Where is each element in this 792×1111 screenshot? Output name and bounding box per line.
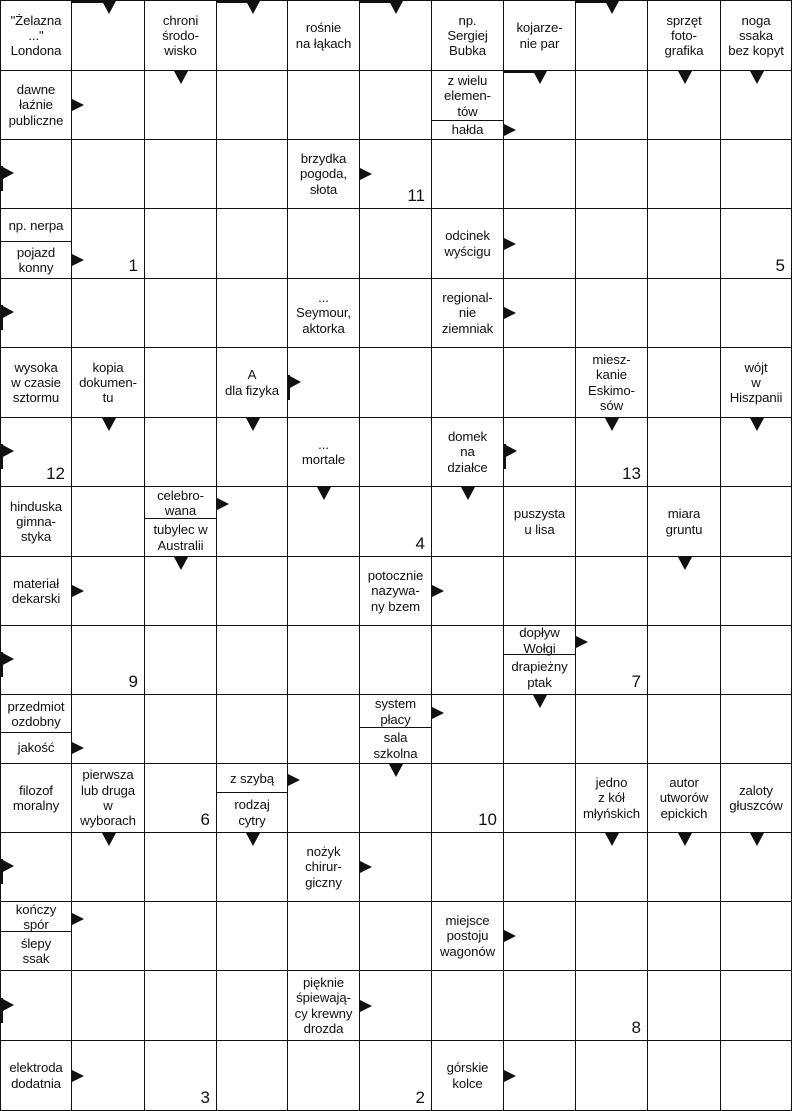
clue-cell — [288, 418, 360, 487]
answer-cell[interactable] — [0, 140, 72, 209]
solution-number: 6 — [200, 810, 210, 829]
clue-cell — [145, 0, 217, 71]
clue-text: drapieżny ptak — [504, 654, 575, 694]
clue-text: materiał dekarski — [11, 575, 61, 606]
arrow-right-icon — [72, 99, 84, 111]
clue-text: ... Seymour, aktorka — [296, 290, 351, 336]
arrow-right-icon — [217, 498, 229, 510]
answer-cell[interactable] — [217, 71, 288, 140]
clue-text: zaloty głuszców — [729, 782, 783, 813]
clue-cell — [0, 695, 72, 764]
answer-cell[interactable] — [72, 557, 145, 626]
clue-text: brzydka pogoda, słota — [300, 151, 347, 197]
answer-cell[interactable] — [145, 764, 217, 833]
answer-cell[interactable] — [721, 279, 792, 348]
answer-cell[interactable] — [432, 626, 504, 695]
answer-cell[interactable] — [504, 902, 576, 971]
answer-cell[interactable] — [72, 833, 145, 902]
clue-cell — [360, 557, 432, 626]
clue-text: puszysta u lisa — [513, 506, 566, 537]
arrow-right-icon — [504, 238, 516, 250]
answer-cell[interactable] — [72, 487, 145, 557]
clue-cell — [0, 487, 72, 557]
solution-number: 5 — [775, 256, 785, 275]
answer-cell[interactable] — [0, 279, 72, 348]
answer-cell[interactable] — [648, 209, 721, 279]
clue-text: z szybą — [229, 770, 274, 786]
answer-cell[interactable] — [288, 695, 360, 764]
answer-cell[interactable] — [72, 0, 145, 71]
clue-text: A dla fizyka — [225, 367, 279, 398]
clue-text: jedno z kół młyńskich — [583, 775, 640, 821]
answer-cell[interactable] — [721, 695, 792, 764]
clue-text: kończy spór — [15, 901, 57, 932]
answer-cell[interactable] — [648, 902, 721, 971]
clue-cell — [432, 418, 504, 487]
answer-cell[interactable] — [72, 1041, 145, 1111]
answer-cell[interactable] — [288, 348, 360, 418]
answer-cell[interactable] — [145, 971, 217, 1041]
clue-text: przedmiot ozdobny — [7, 698, 65, 729]
answer-cell[interactable] — [504, 140, 576, 209]
answer-cell[interactable] — [432, 348, 504, 418]
clue-cell — [0, 557, 72, 626]
clue-cell — [504, 626, 576, 695]
answer-cell[interactable] — [576, 279, 648, 348]
answer-cell[interactable] — [360, 279, 432, 348]
answer-cell[interactable] — [576, 71, 648, 140]
answer-cell[interactable] — [504, 971, 576, 1041]
arrow-down-icon — [389, 764, 403, 777]
clue-text: domek na działce — [447, 429, 488, 475]
arrow-right-icon — [72, 1070, 84, 1082]
answer-cell[interactable] — [504, 348, 576, 418]
clue-cell — [432, 71, 504, 140]
answer-cell[interactable] — [72, 971, 145, 1041]
clue-cell — [0, 1041, 72, 1111]
answer-cell[interactable] — [288, 487, 360, 557]
answer-cell[interactable] — [217, 279, 288, 348]
answer-cell[interactable] — [72, 418, 145, 487]
clue-cell — [217, 348, 288, 418]
clue-text: np. nerpa — [8, 217, 64, 233]
clue-cell — [432, 209, 504, 279]
answer-cell[interactable] — [360, 764, 432, 833]
answer-cell[interactable] — [360, 902, 432, 971]
answer-cell[interactable] — [145, 279, 217, 348]
bent-arrow-right-icon — [504, 418, 518, 487]
answer-cell[interactable] — [217, 833, 288, 902]
arrow-right-icon — [72, 913, 84, 925]
arrow-right-icon — [504, 930, 516, 942]
clue-text: potocznie nazywa- ny bzem — [367, 568, 424, 614]
clue-cell — [432, 902, 504, 971]
answer-cell[interactable] — [360, 487, 432, 557]
clue-cell — [648, 487, 721, 557]
clue-text: autor utworów epickich — [659, 775, 709, 821]
answer-cell[interactable] — [576, 626, 648, 695]
bent-arrow-down-icon — [72, 1, 145, 15]
bent-arrow-right-icon — [1, 279, 15, 348]
clue-text: hinduska gimna- styka — [10, 498, 62, 545]
answer-cell[interactable] — [145, 209, 217, 279]
answer-cell[interactable] — [721, 971, 792, 1041]
clue-text: np. Sergiej Bubka — [447, 12, 488, 59]
answer-cell[interactable] — [288, 902, 360, 971]
answer-cell[interactable] — [145, 1041, 217, 1111]
answer-cell[interactable] — [648, 418, 721, 487]
answer-cell[interactable] — [721, 626, 792, 695]
answer-cell[interactable] — [576, 418, 648, 487]
answer-cell[interactable] — [360, 418, 432, 487]
clue-cell — [360, 695, 432, 764]
arrow-down-icon — [678, 833, 692, 846]
answer-cell[interactable] — [576, 971, 648, 1041]
answer-cell[interactable] — [360, 71, 432, 140]
answer-cell[interactable] — [576, 209, 648, 279]
clue-text: regional- nie ziemniak — [441, 290, 494, 336]
answer-cell[interactable] — [0, 626, 72, 695]
answer-cell[interactable] — [360, 833, 432, 902]
arrow-right-icon — [504, 124, 516, 136]
clue-text: chroni środo- wisko — [162, 12, 199, 59]
answer-cell[interactable] — [217, 557, 288, 626]
bent-arrow-down-icon — [576, 1, 648, 15]
answer-cell[interactable] — [721, 557, 792, 626]
arrow-down-icon — [461, 487, 475, 500]
answer-cell[interactable] — [576, 833, 648, 902]
answer-cell[interactable] — [288, 557, 360, 626]
solution-number: 1 — [128, 256, 138, 275]
bent-arrow-down-icon — [504, 71, 576, 85]
arrow-down-icon — [102, 418, 116, 431]
answer-cell[interactable] — [432, 557, 504, 626]
clue-text: z wielu elemen- tów — [444, 73, 491, 119]
clue-cell — [0, 902, 72, 971]
answer-cell[interactable] — [721, 1041, 792, 1111]
clue-cell — [648, 764, 721, 833]
answer-cell[interactable] — [721, 418, 792, 487]
bent-arrow-right-icon — [1, 418, 15, 487]
solution-number: 8 — [631, 1018, 641, 1037]
clue-text: miejsce postoju wagonów — [439, 913, 496, 959]
answer-cell[interactable] — [145, 902, 217, 971]
answer-cell[interactable] — [432, 971, 504, 1041]
answer-cell[interactable] — [721, 833, 792, 902]
answer-cell[interactable] — [217, 695, 288, 764]
answer-cell[interactable] — [360, 209, 432, 279]
arrow-down-icon — [174, 557, 188, 570]
bent-arrow-right-icon — [1, 971, 15, 1041]
arrow-down-icon — [605, 833, 619, 846]
clue-text: dawne łaźnie publiczne — [8, 82, 64, 128]
clue-text: odcinek wyścigu — [444, 228, 491, 259]
answer-cell[interactable] — [721, 71, 792, 140]
answer-cell[interactable] — [72, 140, 145, 209]
answer-cell[interactable] — [360, 626, 432, 695]
clue-text: tubylec w Australii — [145, 518, 216, 556]
bent-arrow-right-icon — [288, 348, 302, 418]
answer-cell[interactable] — [648, 833, 721, 902]
clue-text: pierwsza lub druga w wyborach — [80, 767, 136, 829]
answer-cell[interactable] — [648, 71, 721, 140]
arrow-right-icon — [72, 254, 84, 266]
answer-cell[interactable] — [721, 209, 792, 279]
arrow-down-icon — [533, 695, 547, 708]
clue-text: miara gruntu — [665, 506, 703, 537]
arrow-down-icon — [750, 833, 764, 846]
answer-cell[interactable] — [0, 418, 72, 487]
clue-cell — [432, 1041, 504, 1111]
answer-cell[interactable] — [217, 902, 288, 971]
clue-text: wysoka w czasie sztormu — [11, 359, 61, 406]
answer-cell[interactable] — [504, 557, 576, 626]
answer-cell[interactable] — [504, 764, 576, 833]
arrow-right-icon — [432, 707, 444, 719]
clue-cell — [504, 487, 576, 557]
answer-cell[interactable] — [217, 1041, 288, 1111]
arrow-right-icon — [72, 585, 84, 597]
answer-cell[interactable] — [576, 487, 648, 557]
clue-cell — [72, 348, 145, 418]
answer-cell[interactable] — [648, 626, 721, 695]
answer-cell[interactable] — [576, 0, 648, 71]
answer-cell[interactable] — [504, 418, 576, 487]
clue-text: dopływ Wołgi — [519, 625, 560, 656]
answer-cell[interactable] — [721, 487, 792, 557]
clue-cell — [576, 348, 648, 418]
solution-number: 13 — [622, 464, 641, 483]
clue-cell — [721, 348, 792, 418]
clue-text: górskie kolce — [446, 1060, 489, 1091]
clue-cell — [648, 0, 721, 71]
arrow-right-icon — [72, 742, 84, 754]
answer-cell[interactable] — [432, 695, 504, 764]
answer-cell[interactable] — [721, 140, 792, 209]
bent-arrow-down-icon — [217, 1, 288, 15]
clue-text: kojarze- nie par — [516, 20, 563, 51]
answer-cell[interactable] — [145, 833, 217, 902]
answer-cell[interactable] — [432, 833, 504, 902]
answer-cell[interactable] — [288, 209, 360, 279]
answer-cell[interactable] — [145, 348, 217, 418]
clue-cell — [288, 0, 360, 71]
clue-text: nożyk chirur- giczny — [305, 844, 342, 890]
answer-cell[interactable] — [145, 71, 217, 140]
clue-cell — [288, 279, 360, 348]
clue-cell — [145, 487, 217, 557]
answer-cell[interactable] — [288, 71, 360, 140]
answer-cell[interactable] — [360, 971, 432, 1041]
clue-cell — [72, 764, 145, 833]
clue-text: ślepy ssak — [1, 931, 71, 970]
answer-cell[interactable] — [145, 557, 217, 626]
answer-cell[interactable] — [504, 833, 576, 902]
clue-cell — [0, 0, 72, 71]
answer-cell[interactable] — [576, 695, 648, 764]
clue-text: sala szkolna — [360, 727, 431, 763]
answer-cell[interactable] — [72, 209, 145, 279]
answer-cell[interactable] — [0, 971, 72, 1041]
answer-cell[interactable] — [0, 833, 72, 902]
arrow-down-icon — [750, 71, 764, 84]
bent-arrow-down-icon — [360, 1, 432, 15]
clue-cell — [288, 971, 360, 1041]
answer-cell[interactable] — [217, 0, 288, 71]
answer-cell[interactable] — [72, 279, 145, 348]
answer-cell[interactable] — [288, 626, 360, 695]
answer-cell[interactable] — [504, 279, 576, 348]
arrow-right-icon — [432, 585, 444, 597]
answer-cell[interactable] — [576, 1041, 648, 1111]
answer-cell[interactable] — [432, 487, 504, 557]
answer-cell[interactable] — [576, 140, 648, 209]
arrow-right-icon — [360, 168, 372, 180]
answer-cell[interactable] — [432, 764, 504, 833]
answer-cell[interactable] — [648, 1041, 721, 1111]
arrow-down-icon — [678, 557, 692, 570]
arrow-right-icon — [360, 861, 372, 873]
arrow-right-icon — [504, 307, 516, 319]
arrow-right-icon — [360, 1000, 372, 1012]
clue-cell — [432, 0, 504, 71]
answer-cell[interactable] — [360, 348, 432, 418]
answer-cell[interactable] — [504, 209, 576, 279]
arrow-down-icon — [246, 833, 260, 846]
bent-arrow-right-icon — [1, 833, 15, 902]
answer-cell[interactable] — [145, 626, 217, 695]
clue-text: rośnie na łąkach — [295, 20, 352, 51]
arrow-right-icon — [576, 636, 588, 648]
solution-number: 4 — [415, 534, 425, 553]
answer-cell[interactable] — [504, 1041, 576, 1111]
clue-cell — [0, 71, 72, 140]
answer-cell[interactable] — [217, 971, 288, 1041]
bent-arrow-right-icon — [1, 626, 15, 695]
clue-text: celebro- wana — [157, 487, 204, 518]
answer-cell[interactable] — [432, 140, 504, 209]
clue-cell — [217, 764, 288, 833]
clue-text: sprzęt foto- grafika — [664, 12, 704, 59]
answer-cell[interactable] — [288, 764, 360, 833]
clue-cell — [288, 140, 360, 209]
clue-cell — [0, 348, 72, 418]
clue-text: pięknie śpiewają- cy krewny drozda — [294, 974, 353, 1036]
clue-cell — [0, 764, 72, 833]
answer-cell[interactable] — [648, 971, 721, 1041]
solution-number: 3 — [200, 1088, 210, 1107]
answer-cell[interactable] — [360, 0, 432, 71]
solution-number: 2 — [415, 1088, 425, 1107]
answer-cell[interactable] — [504, 71, 576, 140]
answer-cell[interactable] — [145, 140, 217, 209]
arrow-down-icon — [605, 418, 619, 431]
answer-cell[interactable] — [72, 71, 145, 140]
arrow-down-icon — [678, 71, 692, 84]
answer-cell[interactable] — [217, 209, 288, 279]
clue-text: elektroda dodatnia — [9, 1060, 63, 1091]
clue-text: "Żelazna ..." Londona — [10, 12, 62, 59]
answer-cell[interactable] — [217, 418, 288, 487]
arrow-down-icon — [102, 833, 116, 846]
arrow-right-icon — [288, 774, 300, 786]
clue-text: filozof moralny — [12, 782, 60, 813]
clue-text: system płacy — [374, 696, 417, 727]
clue-text: miesz- kanie Eskimo- sów — [588, 351, 635, 413]
answer-cell[interactable] — [72, 902, 145, 971]
clue-text: jakość — [1, 732, 71, 763]
answer-cell[interactable] — [217, 487, 288, 557]
answer-cell[interactable] — [576, 902, 648, 971]
clue-cell — [432, 279, 504, 348]
solution-number: 7 — [631, 672, 641, 691]
clue-text: wójt w Hiszpanii — [729, 359, 783, 406]
answer-cell[interactable] — [648, 140, 721, 209]
arrow-down-icon — [317, 487, 331, 500]
clue-cell — [721, 764, 792, 833]
clue-cell — [0, 209, 72, 279]
answer-cell[interactable] — [648, 695, 721, 764]
answer-cell[interactable] — [217, 140, 288, 209]
clue-cell — [288, 833, 360, 902]
answer-cell[interactable] — [288, 1041, 360, 1111]
solution-number: 10 — [478, 810, 497, 829]
clue-text: kopia dokumen- tu — [79, 359, 137, 406]
bent-arrow-right-icon — [1, 140, 15, 209]
answer-cell[interactable] — [72, 695, 145, 764]
answer-cell[interactable] — [648, 348, 721, 418]
answer-cell[interactable] — [217, 626, 288, 695]
clue-text: noga ssaka bez kopyt — [728, 12, 784, 59]
answer-cell[interactable] — [72, 626, 145, 695]
clue-text: ... mortale — [301, 436, 346, 467]
clue-text: rodzaj cytry — [217, 792, 287, 832]
answer-cell[interactable] — [360, 1041, 432, 1111]
answer-cell[interactable] — [721, 902, 792, 971]
solution-number: 9 — [128, 672, 138, 691]
answer-cell[interactable] — [504, 695, 576, 764]
arrow-down-icon — [246, 418, 260, 431]
clue-cell — [721, 0, 792, 71]
answer-cell[interactable] — [648, 279, 721, 348]
arrow-right-icon — [504, 1070, 516, 1082]
solution-number: 12 — [46, 464, 65, 483]
solution-number: 11 — [407, 186, 425, 205]
clue-cell — [504, 0, 576, 71]
answer-cell[interactable] — [145, 695, 217, 764]
answer-cell[interactable] — [360, 140, 432, 209]
clue-text: pojazd konny — [1, 241, 71, 278]
clue-text: hałda — [432, 120, 503, 139]
clue-cell — [576, 764, 648, 833]
answer-cell[interactable] — [648, 557, 721, 626]
arrow-down-icon — [174, 71, 188, 84]
arrow-down-icon — [750, 418, 764, 431]
answer-cell[interactable] — [145, 418, 217, 487]
answer-cell[interactable] — [576, 557, 648, 626]
